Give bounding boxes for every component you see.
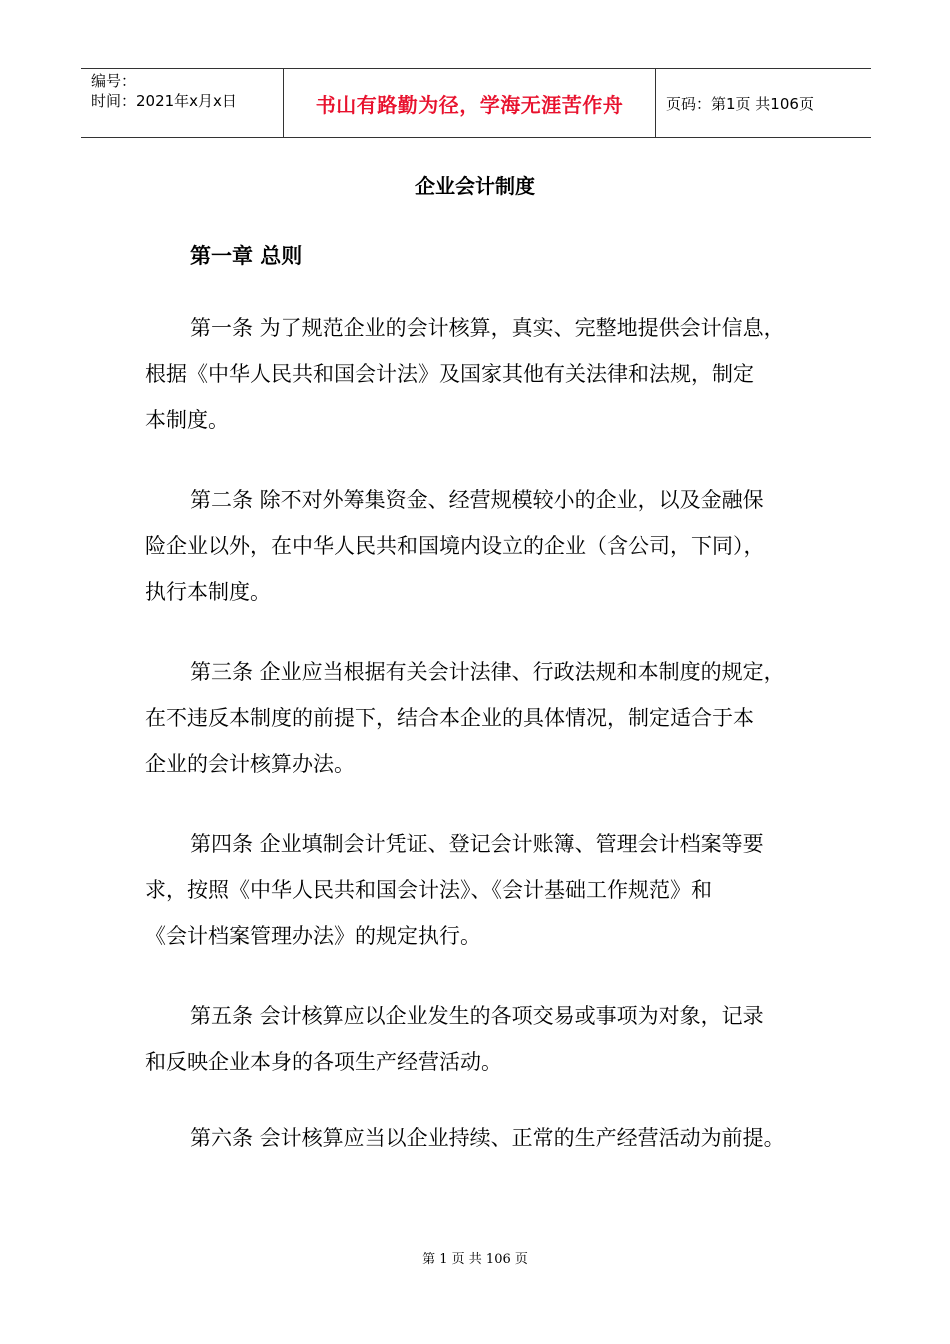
article-line: 在不违反本制度的前提下，结合本企业的具体情况，制定适合于本 <box>145 706 754 730</box>
document-time-label: 时间：2021年x月x日 <box>91 92 237 110</box>
header-meta <box>81 69 283 137</box>
article-line: 《会计档案管理办法》的规定执行。 <box>145 924 481 948</box>
article-line: 第六条 会计核算应当以企业持续、正常的生产经营活动为前提。 <box>190 1126 785 1150</box>
article <box>145 1115 835 1161</box>
article <box>145 821 835 959</box>
article <box>145 305 835 443</box>
article-line: 第三条 企业应当根据有关会计法律、行政法规和本制度的规定， <box>190 660 785 684</box>
article-line: 执行本制度。 <box>145 580 271 604</box>
page-header <box>81 68 871 138</box>
article-line: 和反映企业本身的各项生产经营活动。 <box>145 1050 502 1074</box>
header-page-info: 页码：第1页 共106页 <box>666 94 814 113</box>
article <box>145 477 835 615</box>
article-line: 第五条 会计核算应以企业发生的各项交易或事项为对象，记录 <box>190 1004 764 1028</box>
article <box>145 993 835 1085</box>
page-footer: 第 1 页 共 106 页 <box>422 1252 528 1267</box>
article-line: 企业的会计核算办法。 <box>145 752 355 776</box>
header-motto: 书山有路勤为径，学海无涯苦作舟 <box>283 69 656 137</box>
article-line: 根据《中华人民共和国会计法》及国家其他有关法律和法规，制定 <box>145 362 754 386</box>
chapter-heading: 第一章 总则 <box>190 244 303 268</box>
document-title: 企业会计制度 <box>415 174 535 198</box>
document-number-label: 编号： <box>91 72 137 90</box>
article-line: 第四条 企业填制会计凭证、登记会计账簿、管理会计档案等要 <box>190 832 764 856</box>
article <box>145 649 835 787</box>
article-line: 第一条 为了规范企业的会计核算，真实、完整地提供会计信息， <box>190 316 785 340</box>
article-line: 本制度。 <box>145 408 229 432</box>
article-line: 险企业以外，在中华人民共和国境内设立的企业（含公司，下同）， <box>145 534 765 558</box>
article-line: 第二条 除不对外筹集资金、经营规模较小的企业，以及金融保 <box>190 488 764 512</box>
article-line: 求，按照《中华人民共和国会计法》、《会计基础工作规范》和 <box>145 878 712 902</box>
